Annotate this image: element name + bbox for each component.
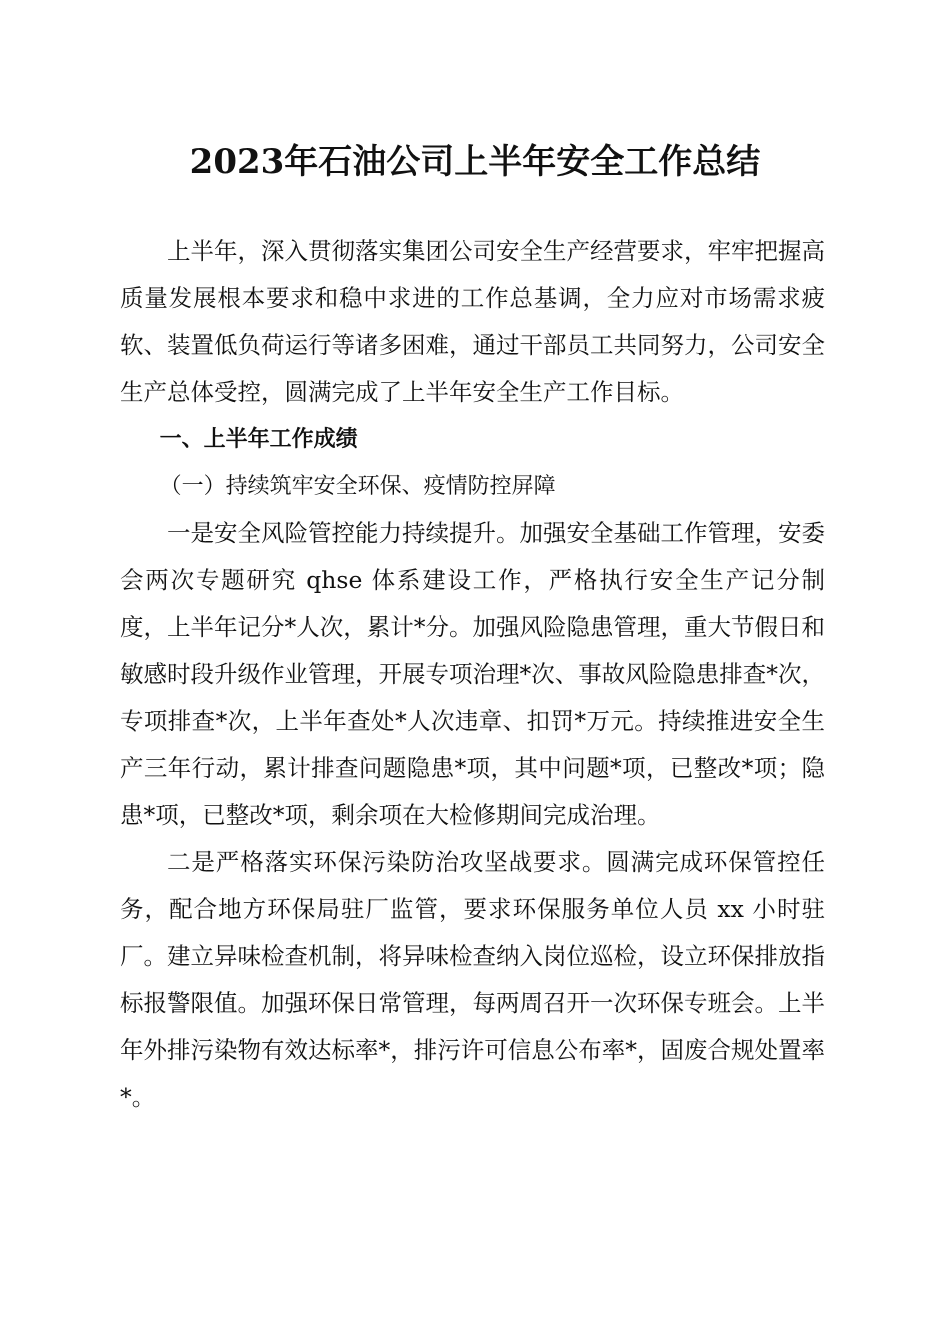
paragraph-pollution-control — [120, 839, 825, 1121]
paragraph-body-risk-control: 加强安全基础工作管理，安委会两次专题研究 qhse 体系建设工作，严格执行安全生产记分制度，上半年记分*人次，累计*分。加强风险隐患管理，重大节假日和敏感时段升级作业管理，开展专项治理*次、事故风险隐患排查*次，专项排查*次，上半年查处*人次违章、扣罚*万元。持续推进安全生产三年行动，累计排查问题隐患*项，其中问题*项，已整改*项；隐患*项，已整改*项，剩余项在大检修期间完成治理。 — [120, 519, 825, 829]
subsection-heading-safety-barrier: （一）持续筑牢安全环保、疫情防控屏障 — [159, 474, 556, 499]
document-body — [120, 228, 825, 1121]
document-title: 2023年石油公司上半年安全工作总结 — [189, 142, 761, 182]
paragraph-lead-pollution-control: 二是严格落实环保污染防治攻坚战要求。 — [167, 848, 607, 876]
paragraph-risk-control — [120, 510, 825, 839]
paragraph-lead-risk-control: 一是安全风险管控能力持续提升。 — [167, 519, 520, 547]
intro-paragraph: 上半年，深入贯彻落实集团公司安全生产经营要求，牢牢把握高质量发展根本要求和稳中求进的工作总基调，全力应对市场需求疲软、装置低负荷运行等诸多困难，通过干部员工共同努力，公司安全生产总体受控，圆满完成了上半年安全生产工作目标。 — [120, 237, 825, 406]
section-heading-achievements: 一、上半年工作成绩 — [159, 427, 358, 452]
paragraph-body-pollution-control: 圆满完成环保管控任务，配合地方环保局驻厂监管，要求环保服务单位人员 xx 小时驻厂。建立异味检查机制，将异味检查纳入岗位巡检，设立环保排放指标报警限值。加强环保日常管理，每两周召开一次环保专班会。上半年外排污染物有效达标率*，排污许可信息公布率*，固废合规处置率*。 — [120, 848, 826, 1111]
